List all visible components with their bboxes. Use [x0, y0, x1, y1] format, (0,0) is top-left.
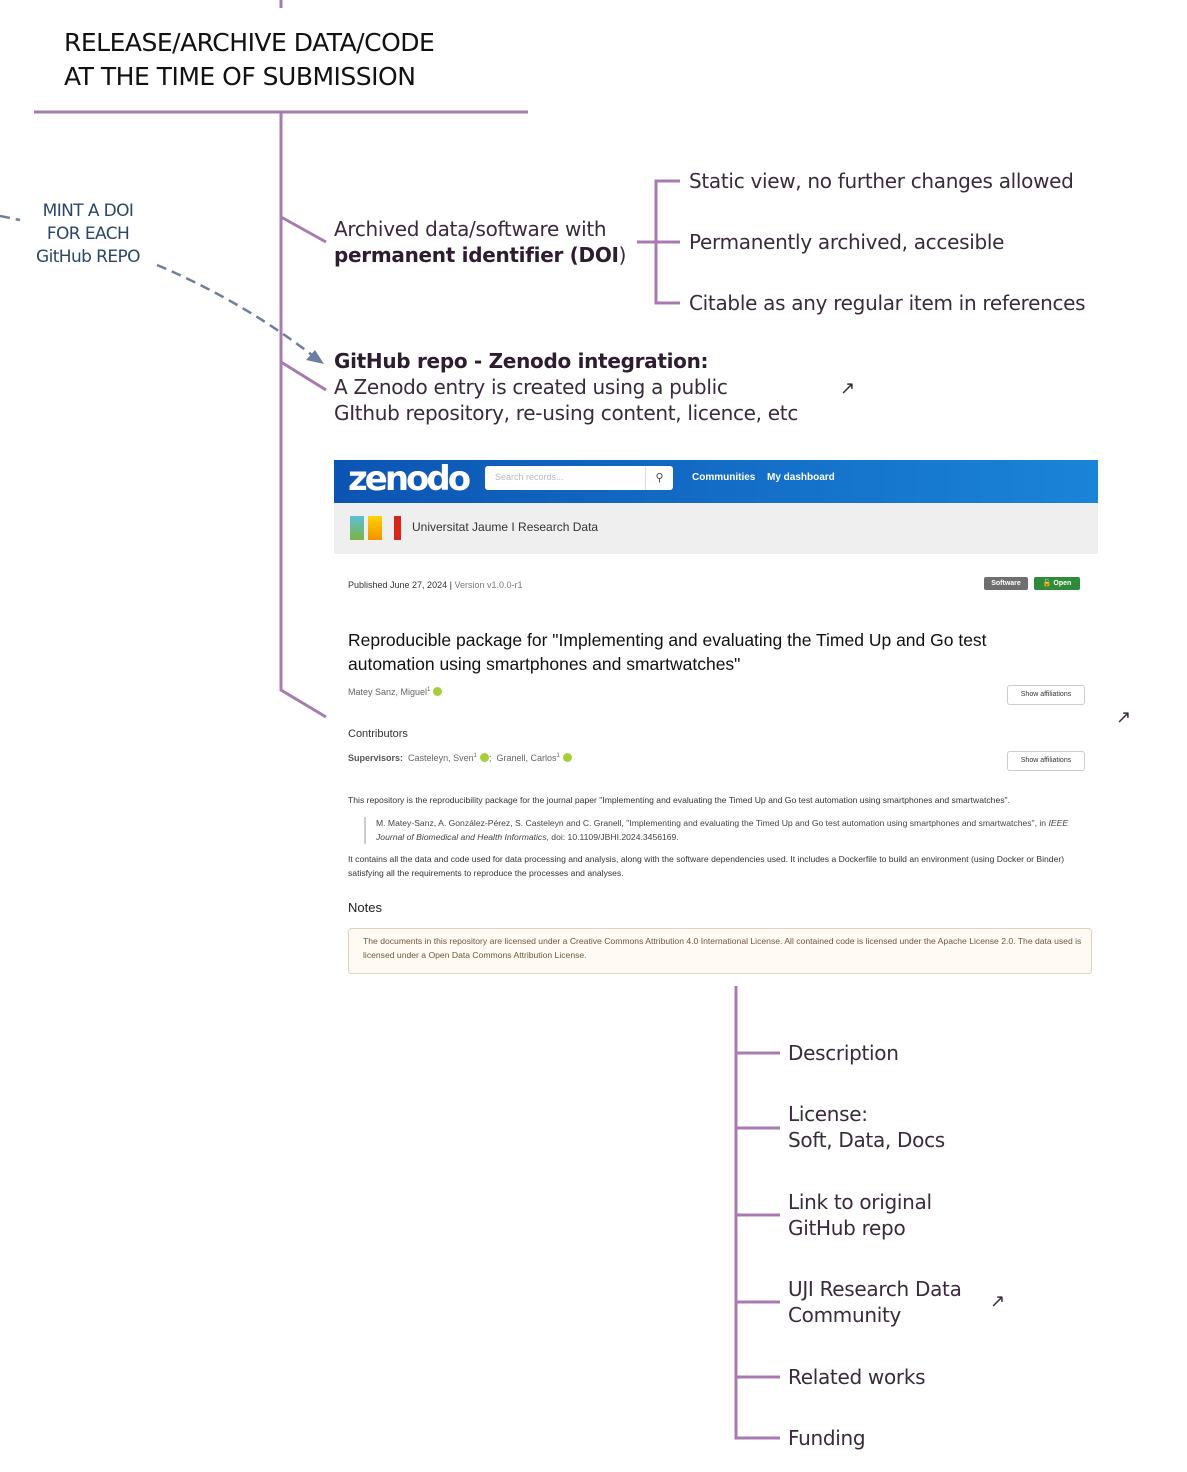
- main-trunk: [281, 112, 326, 717]
- contributors-heading: Contributors: [348, 728, 408, 740]
- title-line-1: RELEASE/ARCHIVE DATA/CODE: [64, 28, 435, 57]
- orcid-icon[interactable]: [563, 753, 572, 762]
- access-badge: [1034, 577, 1080, 590]
- zenodo-logo[interactable]: zenodo: [348, 459, 469, 499]
- nav-communities[interactable]: Communities: [692, 472, 756, 483]
- affiliation-marker: 1: [427, 687, 431, 693]
- orcid-icon[interactable]: [433, 687, 442, 696]
- supervisor-name[interactable]: Granell, Carlos: [496, 753, 557, 763]
- section-license: [788, 1101, 945, 1153]
- archived-label: [334, 216, 626, 268]
- affiliation-marker: 1: [473, 753, 477, 759]
- section-label: Related works: [788, 1365, 926, 1389]
- affiliation-marker: 1: [556, 753, 560, 759]
- citation-doi: , doi: 10.1109/JBHI.2024.3456169.: [546, 831, 679, 842]
- external-link-icon[interactable]: ↗: [990, 1291, 1006, 1311]
- meta-separator: |: [447, 580, 455, 590]
- external-link-icon[interactable]: ↗: [1116, 707, 1132, 727]
- mint-doi-note: [20, 200, 156, 269]
- lock-icon: 🔓: [1042, 580, 1054, 587]
- description-paragraph: It contains all the data and code used for data processing and analysis, along with the software dependencies used. It includes a Dockerfile to build an environment (using Docker or Binder) satisfying all the requirements to reproduce the processes and analyses.: [348, 854, 1065, 878]
- citation-quote: [364, 817, 1076, 844]
- supervisors: Supervisors: Casteleyn, Sven$^1$ ; Granell, Carlos$^1$: [348, 753, 572, 763]
- supervisors-label: Supervisors:: [348, 753, 404, 763]
- community-name[interactable]: Universitat Jaume I Research Data: [412, 520, 599, 534]
- orcid-icon[interactable]: [480, 753, 489, 762]
- creator: [348, 687, 442, 697]
- description-paragraph: This repository is the reproducibility package for the journal paper "Implementing and evaluating the Timed Up and Go test automation using smartphones and smartwatches".: [348, 795, 1010, 805]
- mint-note-line: MINT A DOI: [42, 201, 134, 221]
- diagram-title: [64, 26, 434, 94]
- publication-meta: [348, 580, 522, 590]
- published-date: Published June 27, 2024: [348, 580, 448, 590]
- section-label: GitHub repo: [788, 1216, 906, 1240]
- nav-my-dashboard[interactable]: My dashboard: [767, 472, 835, 483]
- citation-journal: IEEE Journal of Biomedical and Health Informatics: [376, 818, 1069, 842]
- creator-name[interactable]: Matey Sanz, Miguel: [348, 687, 428, 697]
- section-label: Community: [788, 1303, 902, 1327]
- section-label: Link to original: [788, 1190, 932, 1214]
- notes-heading: Notes: [348, 900, 382, 915]
- property-item: Permanently archived, accesible: [689, 230, 1005, 254]
- mint-note-line: FOR EACH: [46, 224, 130, 244]
- show-affiliations-button[interactable]: Show affiliations: [1007, 685, 1085, 705]
- section-label: License:: [788, 1102, 868, 1126]
- integration-line-1: A Zenodo entry is created using a public: [334, 375, 728, 399]
- resource-type-badge: Software: [984, 577, 1028, 590]
- citation-text: M. Matey-Sanz, A. González-Pérez, S. Casteleyn and C. Granell, "Implementing and evaluating the Timed Up and Go test automation using smartphones and smartwatches", in: [376, 818, 1049, 828]
- arrow-head: [306, 350, 324, 364]
- title-line-2: AT THE TIME OF SUBMISSION: [64, 62, 416, 91]
- section-community: [788, 1276, 962, 1328]
- section-label: Description: [788, 1041, 899, 1065]
- section-label: Funding: [788, 1426, 866, 1450]
- integration-heading: GitHub repo - Zenodo integration:: [334, 349, 709, 373]
- integration-block: [334, 348, 798, 426]
- uji-logo: [350, 516, 402, 540]
- section-label: Soft, Data, Docs: [788, 1128, 945, 1152]
- search-input[interactable]: Search records...: [495, 472, 564, 482]
- branch-integration: [281, 362, 326, 390]
- archived-line-1: Archived data/software with: [334, 217, 607, 241]
- integration-line-2: GIthub repository, re-using content, licence, etc: [334, 401, 799, 425]
- branch-archived: [281, 217, 326, 242]
- search-icon[interactable]: ⚲: [645, 466, 673, 490]
- archived-doi-bold: permanent identifier (DOI: [334, 243, 619, 267]
- section-funding: [788, 1425, 865, 1451]
- property-item: Citable as any regular item in references: [689, 291, 1086, 315]
- record-title: Reproducible package for "Implementing and evaluating the Timed Up and Go test automation using smartphones and smartwatches": [348, 630, 987, 674]
- show-affiliations-button[interactable]: Show affiliations: [1007, 751, 1085, 771]
- section-related-works: [788, 1364, 925, 1390]
- supervisor-name[interactable]: Casteleyn, Sven: [408, 753, 474, 763]
- external-link-icon[interactable]: ↗: [840, 378, 856, 398]
- mint-arrow-path: [157, 265, 312, 355]
- access-label: Open: [1053, 580, 1072, 587]
- section-label: UJI Research Data: [788, 1277, 962, 1301]
- mint-note-line: GitHub REPO: [36, 247, 140, 267]
- section-github-link: [788, 1189, 932, 1241]
- search-box[interactable]: [485, 466, 673, 490]
- notes-box: The documents in this repository are licensed under a Creative Commons Attribution 4.0 International License. All contained code is licensed under the Apache License 2.0. The data used is licensed under a Open Data Commons Attribution License.: [348, 928, 1092, 974]
- section-description: [788, 1040, 899, 1066]
- version-label: Version v1.0.0-r1: [454, 580, 523, 590]
- archived-tail: ): [618, 243, 627, 267]
- property-item: Static view, no further changes allowed: [689, 169, 1074, 193]
- mint-dash-left: [0, 216, 20, 220]
